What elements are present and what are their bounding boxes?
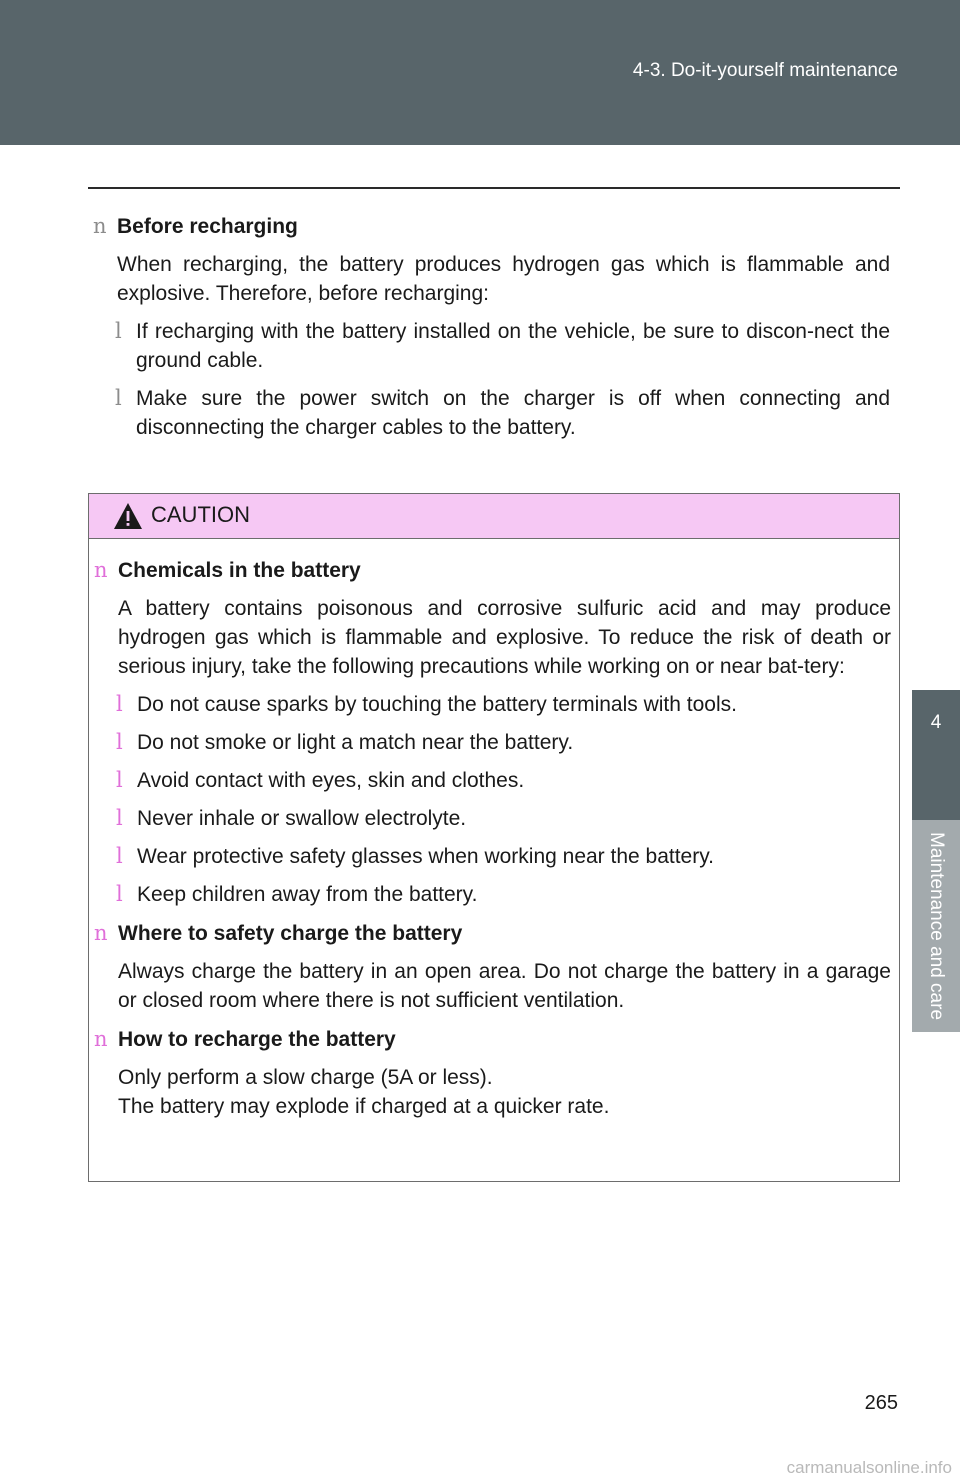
- chapter-label: Maintenance and care: [926, 831, 947, 1021]
- bullet-marker: l: [116, 692, 123, 716]
- chapter-tab: [912, 690, 960, 820]
- section-marker: n: [94, 1027, 108, 1051]
- bullet-marker: l: [116, 882, 123, 906]
- intro-bullet: l Make sure the power switch on the charger is off when connecting and disconnecting the charger cables to the battery.: [115, 386, 890, 439]
- caution-header: [89, 494, 899, 539]
- caution-body: [94, 556, 891, 1121]
- caution-heading: n Where to safety charge the battery: [94, 919, 891, 948]
- watermark: carmanualsonline.info: [786, 1458, 952, 1477]
- intro-heading: n Before recharging: [93, 212, 890, 241]
- section-title: 4-3. Do-it-yourself maintenance: [632, 60, 898, 81]
- caution-text: Always charge the battery in an open area. Do not charge the battery in a garage or closed room where there is not sufficient ventilation.: [118, 960, 891, 1012]
- caution-bullet: l Never inhale or swallow electrolyte.: [94, 804, 891, 833]
- section-marker: n: [94, 921, 108, 945]
- bullet-marker: l: [116, 806, 123, 830]
- bullet-marker: l: [115, 386, 122, 410]
- intro-section: [93, 212, 890, 442]
- bullet-marker: l: [115, 319, 122, 343]
- bullet-marker: l: [116, 768, 123, 792]
- caution-heading: n Chemicals in the battery: [94, 556, 891, 585]
- chapter-number: 4: [930, 712, 942, 733]
- caution-bullet: l Avoid contact with eyes, skin and clothes.: [94, 766, 891, 795]
- warning-triangle-icon: [113, 502, 143, 530]
- caution-bullet: l Wear protective safety glasses when working near the battery.: [94, 842, 891, 871]
- caution-text: A battery contains poisonous and corrosive sulfuric acid and may produce hydrogen gas which is flammable and explosive. To reduce the risk of death or serious injury, take the following precautions while working on or near bat-tery:: [118, 597, 891, 678]
- intro-text: When recharging, the battery produces hydrogen gas which is flammable and explosive. Therefore, before recharging:: [117, 253, 890, 305]
- caution-bullet: l Do not cause sparks by touching the battery terminals with tools.: [94, 690, 891, 719]
- page-number: 265: [864, 1392, 898, 1414]
- bullet-marker: l: [116, 844, 123, 868]
- caution-box: [88, 493, 900, 1182]
- caution-text: Only perform a slow charge (5A or less). The battery may explode if charged at a quicker rate.: [118, 1066, 610, 1118]
- top-rule: [88, 187, 900, 189]
- caution-heading: n How to recharge the battery: [94, 1025, 891, 1054]
- caution-title: CAUTION: [151, 502, 250, 527]
- header-band: [0, 0, 960, 145]
- intro-bullet: l If recharging with the battery installed on the vehicle, be sure to discon-nect the ground cable.: [115, 319, 890, 372]
- bullet-marker: l: [116, 730, 123, 754]
- caution-bullet: l Keep children away from the battery.: [94, 880, 891, 909]
- section-marker: n: [94, 558, 108, 582]
- caution-bullet: l Do not smoke or light a match near the battery.: [94, 728, 891, 757]
- section-marker: n: [93, 214, 107, 238]
